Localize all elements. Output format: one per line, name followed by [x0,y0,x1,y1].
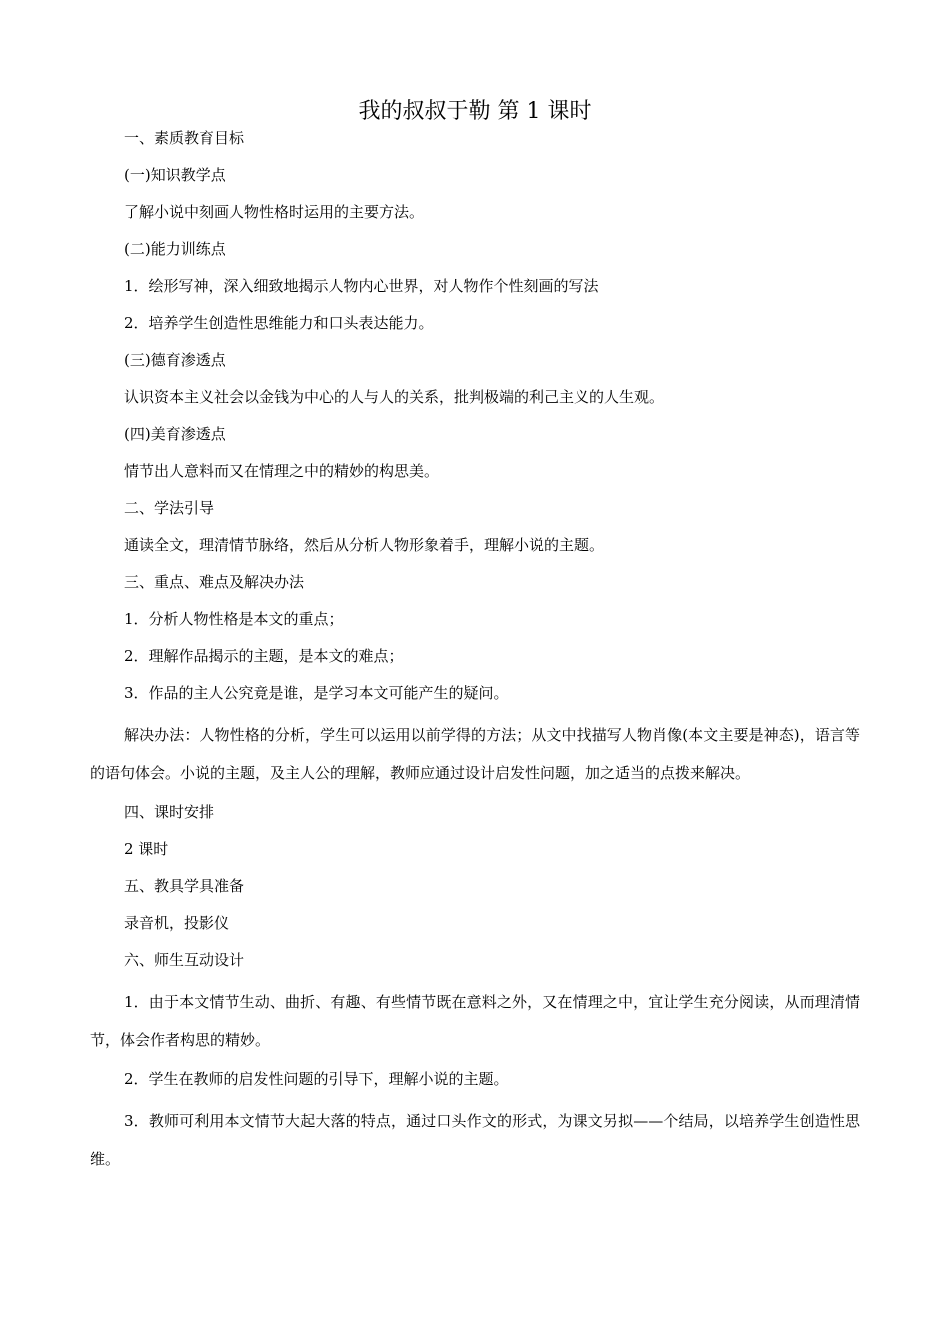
list-item: 1．分析人物性格是本文的重点； [124,610,344,628]
paragraph: 通读全文，理清情节脉络，然后从分析人物形象着手，理解小说的主题。 [124,536,605,554]
document-title: 我的叔叔于勒 第 1 课时 [358,99,592,124]
paragraph: 2 课时 [124,840,169,858]
subheading-knowledge: (一)知识教学点 [124,166,226,184]
subheading-ability: (二)能力训练点 [124,240,226,258]
list-item: 2．学生在教师的启发性问题的引导下，理解小说的主题。 [124,1070,509,1088]
list-item: 1．绘形写神，深入细致地揭示人物内心世界，对人物作个性刻画的写法 [124,277,599,295]
paragraph: 认识资本主义社会以金钱为中心的人与人的关系，批判极端的利己主义的人生观。 [124,388,665,406]
section-heading-materials: 五、教具学具准备 [124,877,245,895]
section-heading-schedule: 四、课时安排 [124,803,215,821]
list-item: 1．由于本文情节生动、曲折、有趣、有些情节既在意料之外，又在情理之中，宜让学生充分阅读，从而理清情节，体会作者构思的精妙。 [90,993,860,1049]
paragraph: 情节出人意料而又在情理之中的精妙的构思美。 [124,462,440,480]
section-heading-key-points: 三、重点、难点及解决办法 [124,573,305,591]
paragraph: 录音机，投影仪 [124,914,230,932]
subheading-aesthetic: (四)美育渗透点 [124,425,226,443]
paragraph: 了解小说中刻画人物性格时运用的主要方法。 [124,203,425,221]
list-item: 3．作品的主人公究竟是谁，是学习本文可能产生的疑问。 [124,684,509,702]
section-heading-interaction: 六、师生互动设计 [124,951,245,969]
list-item: 3．教师可利用本文情节大起大落的特点，通过口头作文的形式，为课文另拟——个结局，以培养学生创造性思维。 [90,1112,860,1168]
section-heading-method: 二、学法引导 [124,499,215,517]
subheading-moral: (三)德育渗透点 [124,351,226,369]
paragraph-solution: 解决办法：人物性格的分析，学生可以运用以前学得的方法；从文中找描写人物肖像(本文主要是神态)，语言等的语句体会。小说的主题，及主人公的理解，教师应通过设计启发性问题，加之适当的点拨来解决。 [90,726,860,782]
list-item: 2．培养学生创造性思维能力和口头表达能力。 [124,314,434,332]
list-item: 2．理解作品揭示的主题，是本文的难点； [124,647,404,665]
document-body [90,124,860,1178]
section-heading-goals: 一、素质教育目标 [124,129,245,147]
